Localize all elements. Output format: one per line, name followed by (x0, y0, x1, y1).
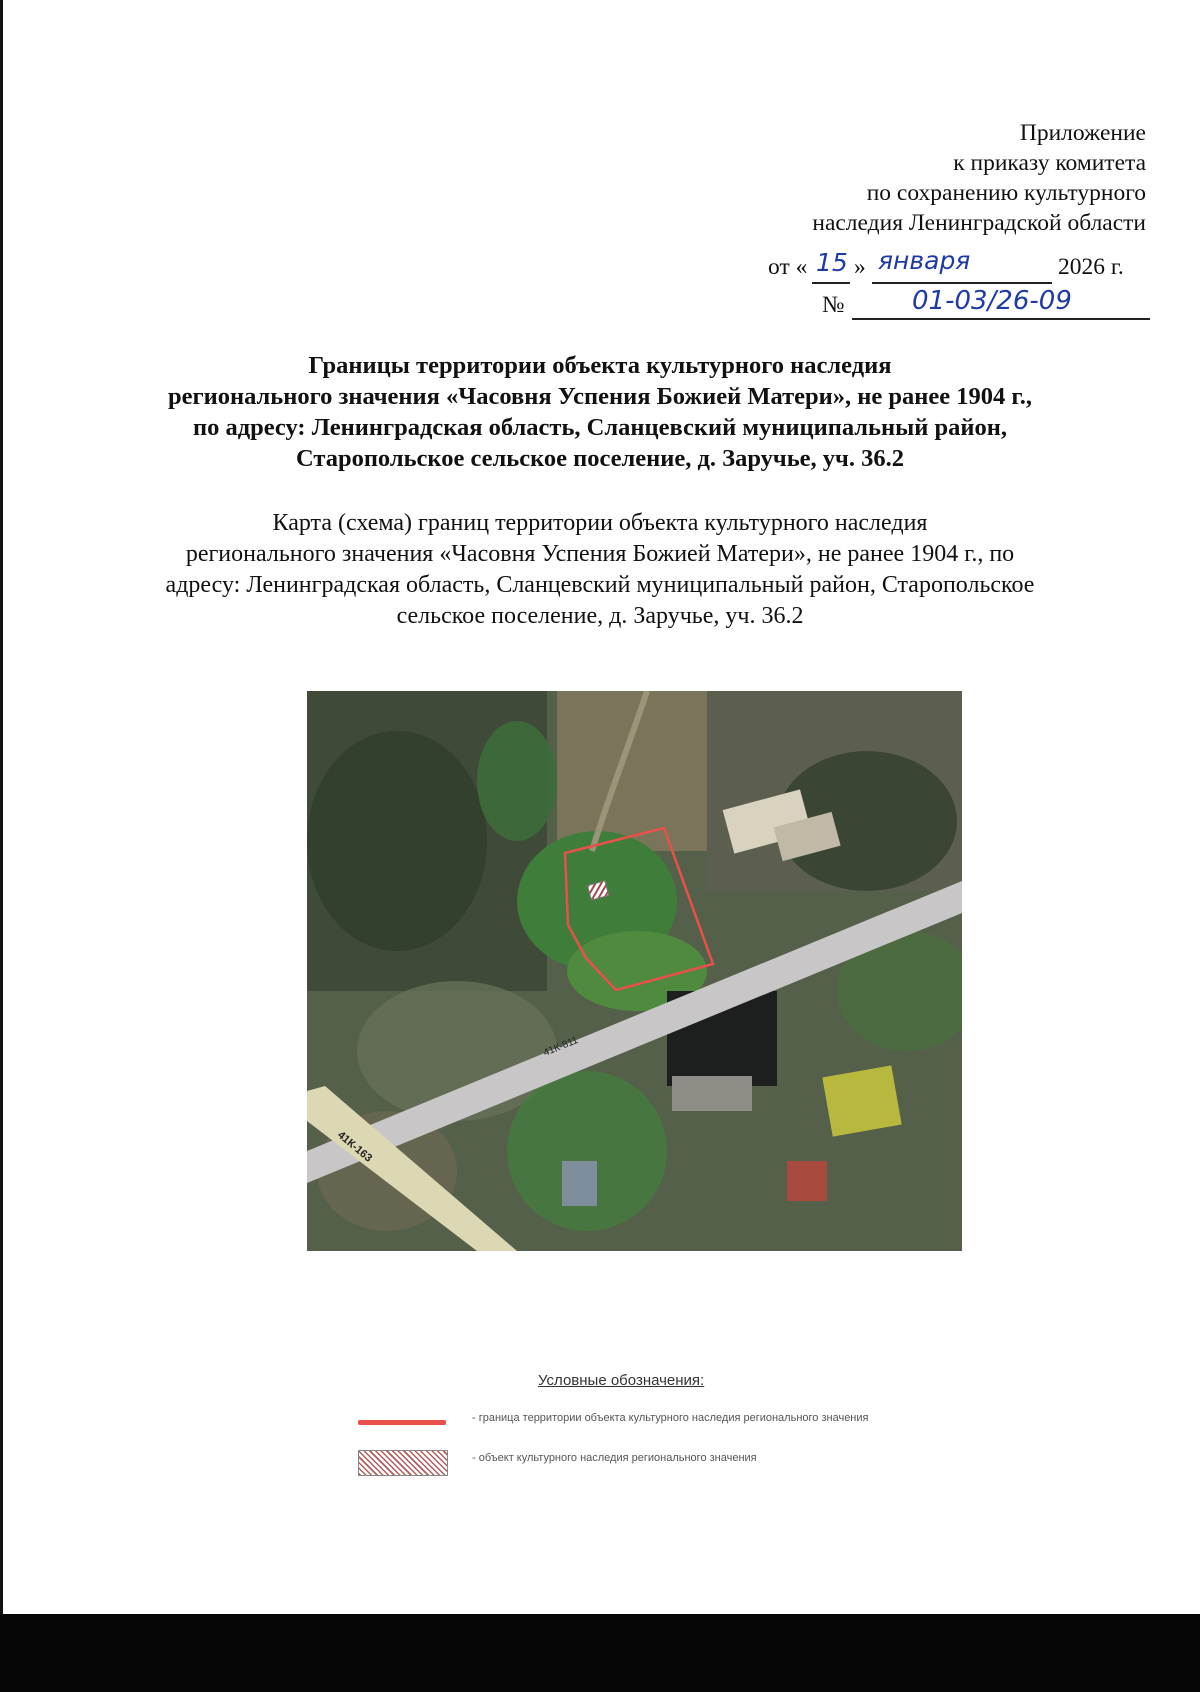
title-line: Старопольское сельское поселение, д. Заручье, уч. 36.2 (295, 445, 904, 472)
hatched-object-symbol (358, 1450, 448, 1476)
satellite-map (307, 691, 962, 1251)
legend-title: Условные обозначения: (538, 1372, 705, 1389)
scan-bottom-band (0, 1614, 1200, 1692)
order-number (822, 288, 1152, 328)
caption-line: регионального значения «Часовня Успения Божией Матери», не ранее 1904 г., по (185, 541, 1015, 567)
document-title (80, 350, 1120, 474)
legend-object-label: - объект культурного наследия регионального значения (472, 1452, 757, 1464)
caption-line: адресу: Ленинградская область, Сланцевский муниципальный район, Старопольское (165, 572, 1035, 598)
date-day: 15 (816, 248, 848, 277)
title-line: регионального значения «Часовня Успения Божией Матери», не ранее 1904 г., (167, 383, 1033, 410)
appendix-line: по сохранению культурного (866, 180, 1146, 206)
caption-line: сельское поселение, д. Заручье, уч. 36.2 (396, 603, 804, 629)
scan-left-edge (0, 0, 3, 1692)
map-canvas (307, 691, 962, 1251)
appendix-line: Приложение (1019, 120, 1146, 146)
boundary-line-symbol (358, 1420, 446, 1425)
day-underline (812, 282, 850, 284)
month-underline (872, 282, 1052, 284)
appendix-line: наследия Ленинградской области (812, 210, 1146, 236)
appendix-header (812, 118, 1146, 238)
number-value: 01-03/26-09 (912, 286, 1072, 316)
road-label-41k811: 41К-811 (542, 1035, 580, 1059)
number-prefix: № (822, 292, 845, 318)
road-label-41k163: 41К-163 (335, 1129, 375, 1165)
title-line: Границы территории объекта культурного наследия (308, 352, 892, 379)
date-mid: » (854, 254, 866, 280)
title-line: по адресу: Ленинградская область, Сланцевский муниципальный район, (193, 414, 1007, 441)
date-month: января (878, 246, 971, 275)
number-underline (852, 318, 1150, 320)
appendix-line: к приказу комитета (953, 150, 1146, 176)
date-prefix: от « (768, 254, 808, 280)
caption-line: Карта (схема) границ территории объекта культурного наследия (272, 510, 928, 536)
date-year: 2026 г. (1058, 254, 1124, 280)
map-caption (80, 508, 1120, 632)
legend-boundary-label: - граница территории объекта культурного наследия регионального значения (472, 1412, 869, 1424)
